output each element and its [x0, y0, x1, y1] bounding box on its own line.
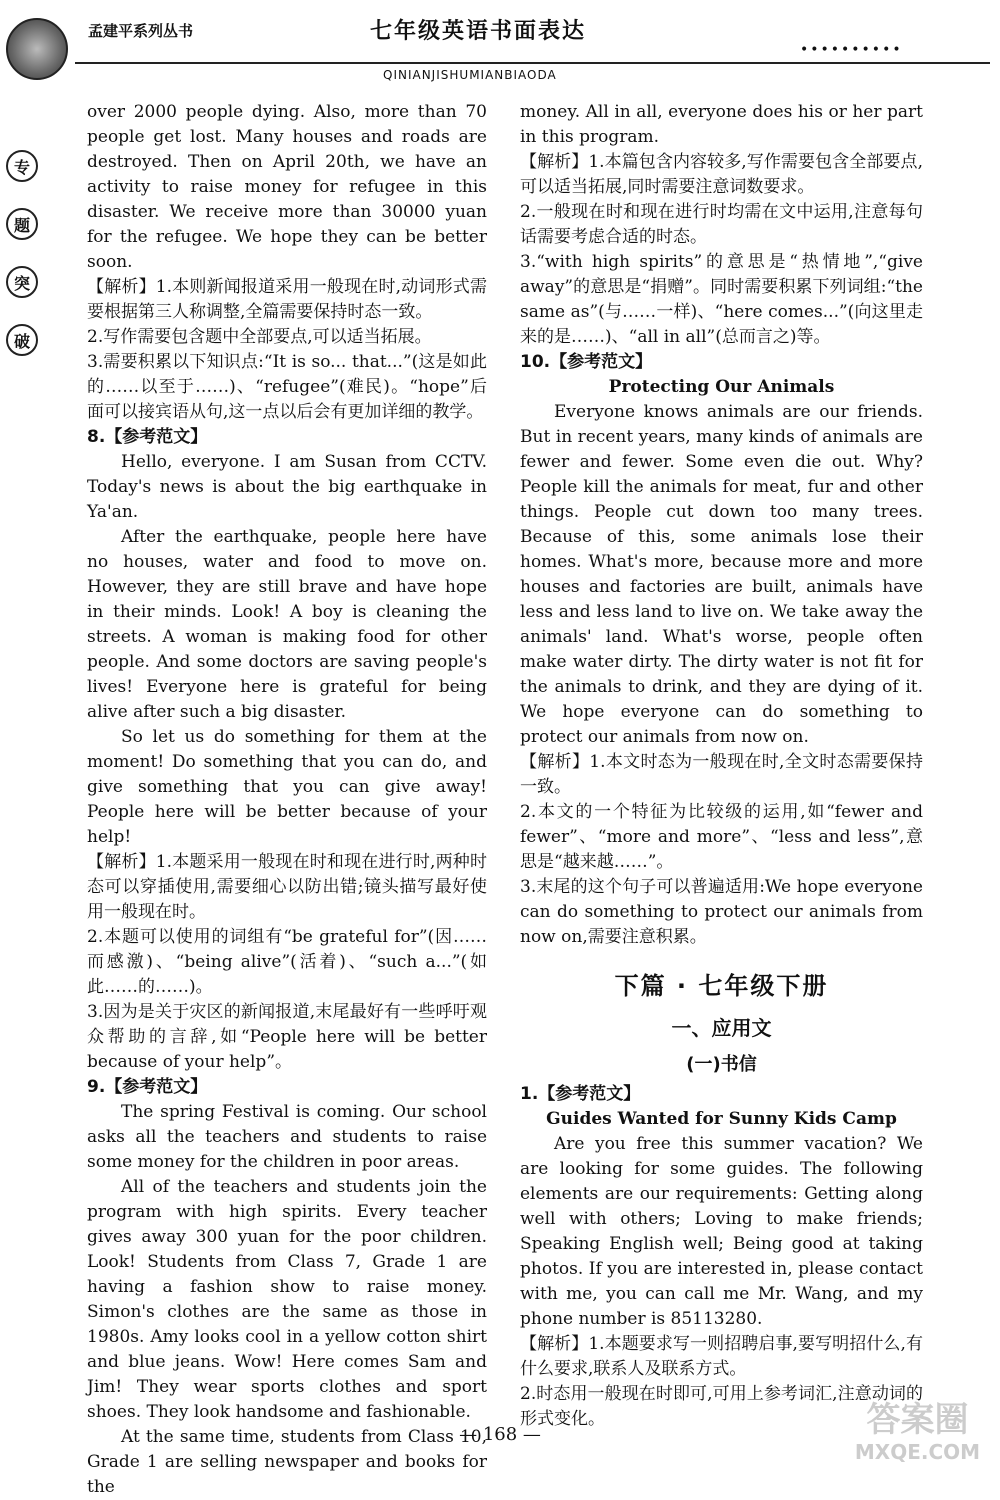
paragraph: At the same time, students from Class 10, Grade 1 are selling newspaper and books for the: [87, 1427, 487, 1497]
page-header: [0, 0, 1000, 100]
series-logo-icon: [6, 18, 68, 80]
paragraph: money. All in all, everyone does his or her part in this program.: [520, 102, 923, 147]
paragraph: 3.末尾的这个句子可以普遍适用:We hope everyone can do something to protect our animals from now on,需要注意积累。: [520, 877, 923, 947]
book-title: 七年级英语书面表达: [370, 18, 587, 44]
paragraph: 【解析】1.本文时态为一般现在时,全文时态需要保持一致。: [520, 752, 923, 797]
paragraph: All of the teachers and students join the program with high spirits. Every teacher gives away 300 yuan for the poor children. Look! Students from Class 7, Grade 1 are having a fashion show to raise money. Simon's clothes are the same as those in 1980s. Amy looks cool in a yellow cotton shirt and blue jeans. Wow! Here comes Sam and Jim! They wear sports clothes and sport shoes. They look handsome and fashionable.: [87, 1177, 487, 1422]
paragraph: 【解析】1.本题采用一般现在时和现在进行时,两种时态可以穿插使用,需要细心以防出错;镜头描写最好使用一般现在时。: [87, 852, 487, 922]
right-column: [520, 100, 923, 1432]
section-heading: 8.【参考范文】: [87, 427, 208, 447]
watermark-logo: [840, 1400, 995, 1468]
paragraph: Hello, everyone. I am Susan from CCTV. Today's news is about the big earthquake in Ya'an.: [87, 452, 487, 522]
paragraph: 2.本文的一个特征为比较级的运用,如“fewer and fewer”、“more and more”、“less and less”,意思是“越来越……”。: [520, 802, 923, 872]
side-char: 专: [6, 150, 38, 182]
side-char: 题: [6, 208, 38, 240]
watermark-text: 答案圈: [866, 1400, 969, 1440]
header-rule: [75, 62, 990, 64]
paragraph: over 2000 people dying. Also, more than 70 people get lost. Many houses and roads are destroyed. Then on April 20th, we have an activity to raise money for refugee in this disaster. We receive more than 30000 yuan for the refugee. We hope they can be better soon.: [87, 102, 487, 272]
chapter-heading: (一)书信: [686, 1054, 757, 1075]
paragraph: So let us do something for them at the moment! Do something that you can do, and give something that you can give away! People here will be better because of your help!: [87, 727, 487, 847]
paragraph: 【解析】1.本篇包含内容较多,写作需要包含全部要点,可以适当拓展,同时需要注意词数要求。: [520, 152, 923, 197]
section-heading: 1.【参考范文】: [520, 1084, 641, 1104]
paragraph: Everyone knows animals are our friends. But in recent years, many kinds of animals are fewer and fewer. Some even die out. Why? People kill the animals for meat, fur and other things. People cut down too many trees. Because of this, some animals lose their homes. What's more, because more and more houses and factories are built, animals have less and less land to live on. We take away the animals' land. What's worse, people often make water dirty. The dirty water is not fit for the animals to drink, and they are dying of it. We hope everyone can do something to protect our animals from now on.: [520, 402, 923, 747]
paragraph: 【解析】1.本则新闻报道采用一般现在时,动词形式需要根据第三人称调整,全篇需要保持时态一致。: [87, 277, 487, 322]
watermark-url: MXQE.COM: [854, 1440, 981, 1464]
paragraph: 【解析】1.本题要求写一则招聘启事,要写明招什么,有什么要求,联系人及联系方式。: [520, 1334, 923, 1379]
paragraph: 3.需要积累以下知识点:“It is so... that...”(这是如此的……以至于……)、“refugee”(难民)。“hope”后面可以接宾语从句,这一点以后会有更加详细的教学。: [87, 352, 487, 422]
side-char: 破: [6, 324, 38, 356]
paragraph: Are you free this summer vacation? We are looking for some guides. The following elements are our requirements: Getting along well with others; Loving to make friends; Speaking English well; Being good at taking photos. If you are interested in, please contact with me, you can call me Mr. Wang, and my phone number is 85113280.: [520, 1134, 923, 1329]
side-tab: [6, 150, 36, 382]
paragraph: 2.本题可以使用的词组有“be grateful for”(因……而感激)、“being alive”(活着)、“such a...”(如此……的……)。: [87, 927, 487, 997]
chapter-heading: 下篇 · 七年级下册: [614, 972, 829, 1000]
essay-title: Guides Wanted for Sunny Kids Camp: [546, 1109, 897, 1129]
left-column: [87, 100, 487, 1500]
paragraph: The spring Festival is coming. Our school asks all the teachers and students to raise some money for the children in poor areas.: [87, 1102, 487, 1172]
series-name: 孟建平系列丛书: [88, 22, 194, 40]
section-heading: 10.【参考范文】: [520, 352, 653, 372]
side-char: 突: [6, 266, 38, 298]
paragraph: 3.因为是关于灾区的新闻报道,末尾最好有一些呼吁观众帮助的言辞,如“People here will be better because of your help”。: [87, 1002, 487, 1072]
paragraph: 2.一般现在时和现在进行时均需在文中运用,注意每句话需要考虑合适的时态。: [520, 202, 923, 247]
book-title-pinyin: QINIANJISHUMIANBIAODA: [383, 68, 557, 82]
paragraph: After the earthquake, people here have no houses, water and food to move on. However, they are still brave and have hope in their minds. Look! A boy is cleaning the streets. A woman is making food for other people. And some doctors are saving people's lives! Everyone here is grateful for being alive after such a big disaster.: [87, 527, 487, 722]
page-number: — 168 —: [459, 1424, 541, 1445]
header-dots: ••••••••••: [800, 42, 903, 58]
section-heading: 9.【参考范文】: [87, 1077, 208, 1097]
essay-title: Protecting Our Animals: [608, 377, 835, 397]
chapter-heading: 一、应用文: [671, 1016, 772, 1040]
paragraph: 2.时态用一般现在时即可,可用上参考词汇,注意动词的形式变化。: [520, 1384, 923, 1429]
paragraph: 2.写作需要包含题中全部要点,可以适当拓展。: [87, 327, 432, 347]
paragraph: 3.“with high spirits”的意思是“热情地”,“give away”的意思是“捐赠”。同时需要积累下列词组:“the same as”(与……一样)、“here comes...”(向这里走来的是……)、“all in all”(总而言之)等。: [520, 252, 923, 347]
